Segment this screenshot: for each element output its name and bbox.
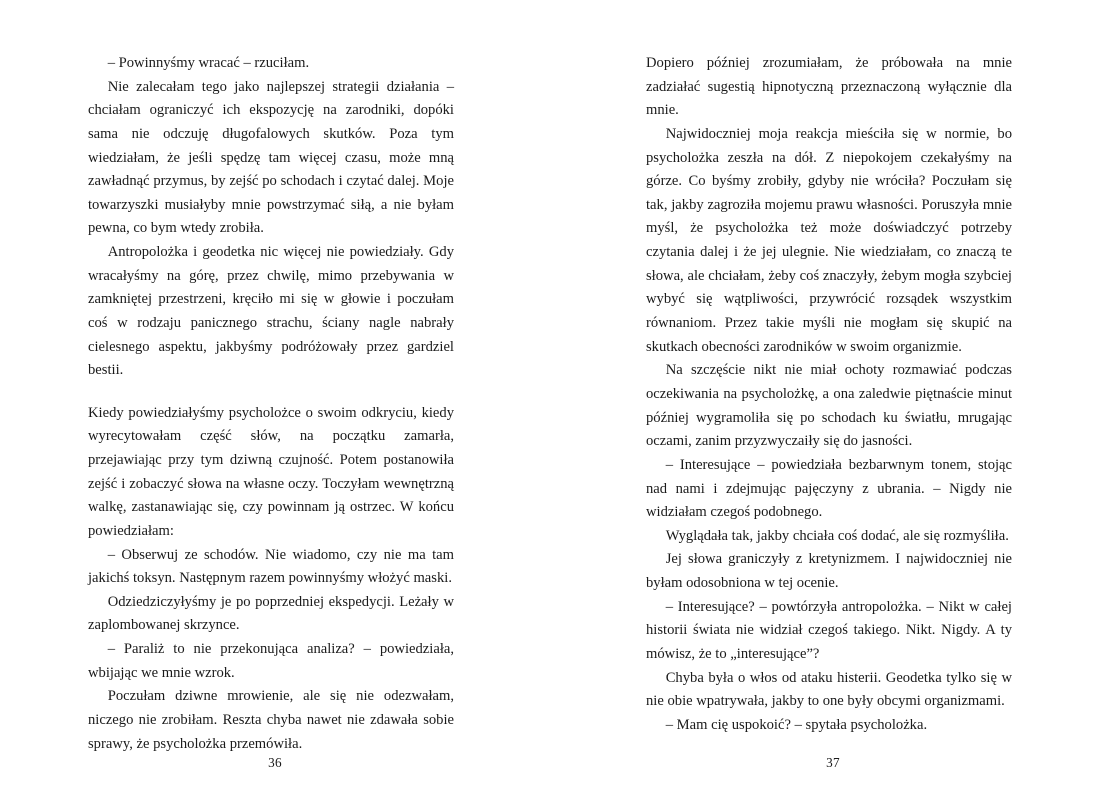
paragraph: – Paraliż to nie przekonująca analiza? – powiedziała, wbijając we mnie wzrok. <box>88 641 454 681</box>
paragraph: Jej słowa graniczyły z kretynizmem. I najwidoczniej nie byłam odosobniona w tej ocenie. <box>646 551 1012 592</box>
paragraph: Chyba była o włos od ataku histerii. Geodetka tylko się w nie obie wpatrywała, jakby to one były obcymi organizmami. <box>646 669 1012 710</box>
paragraph: Odziedziczyłyśmy je po poprzedniej ekspedycji. Leżały w zaplombowanej skrzynce. <box>88 593 454 634</box>
page-left-textblock <box>88 52 454 756</box>
page-number-left: 36 <box>268 755 282 770</box>
paragraph: Nie zalecałam tego jako najlepszej strategii działania – chciałam ograniczyć ich ekspozycję na zarodniki, dopóki sama nie odczuję długofalowych skutków. Poza tym wiedziałam, że jeśli spędzę tam więcej czasu, może mną zawładnąć przymus, by zejść po schodach i czytać dalej. Moje towarzyszki musiałyby mnie powstrzymać siłą, a nie byłam pewna, co bym wtedy zrobiła. <box>88 78 454 237</box>
page-right-textblock <box>646 52 1012 738</box>
page-number-right: 37 <box>826 755 840 770</box>
page-right <box>550 0 1100 805</box>
paragraph: Antropolożka i geodetka nic więcej nie powiedziały. Gdy wracałyśmy na górę, przez chwilę, mimo przebywania w zamkniętej przestrzeni, kręciło mi się w głowie i poczułam coś w rodzaju panicznego strachu, ściany nagle nabrały cielesnego aspektu, jakbyśmy podróżowały przez gardziel bestii. <box>88 244 454 379</box>
paragraph: – Mam cię uspokoić? – spytała psycholożka. <box>665 716 928 733</box>
paragraph: Poczułam dziwne mrowienie, ale się nie odezwałam, niczego nie zrobiłam. Reszta chyba nawet nie zdawała sobie sprawy, że psycholożka przemówiła. <box>88 688 454 752</box>
paragraph: Najwidoczniej moja reakcja mieściła się w normie, bo psycholożka zeszła na dół. Z niepokojem czekałyśmy na górze. Co byśmy zrobiły, gdyby nie wróciła? Poczułam się tak, jakby zagroziła mojemu prawu własności. Poruszyła mnie myśl, że psycholożka też może doświadczyć potrzeby czytania dalej i że jej ulegnie. Nie wiedziałam, co znaczą te słowa, ale chciałam, żeby coś znaczyły, żebym mogła szybciej wybyć się wątpliwości, przywrócić rozsądek wszystkim równaniom. Przez takie myśli nie mogłam się skupić na skutkach obecności zarodników w swoim organizmie. <box>646 125 1012 355</box>
paragraph: – Interesujące – powiedziała bezbarwnym tonem, stojąc nad nami i zdejmując pajęczyny z ubrania. – Nigdy nie widziałam czegoś podobnego. <box>646 456 1012 521</box>
paragraph: Dopiero później zrozumiałam, że próbowała na mnie zadziałać sugestią hipnotyczną przeznaczoną wyłącznie dla mnie. <box>646 55 1012 119</box>
paragraph: Wyglądała tak, jakby chciała coś dodać, ale się rozmyśliła. <box>665 527 1009 544</box>
paragraph: – Obserwuj ze schodów. Nie wiadomo, czy nie ma tam jakichś toksyn. Następnym razem powinnyśmy włożyć maski. <box>88 546 454 587</box>
paragraph: Na szczęście nikt nie miał ochoty rozmawiać podczas oczekiwania na psycholożkę, a ona zaledwie piętnaście minut później wygramoliła się po schodach ku światłu, mrugając oczami, zanim przyzwyczaiły się do jasności. <box>646 362 1012 450</box>
paragraph: – Powinnyśmy wracać – rzuciłam. <box>107 55 310 71</box>
paragraph: – Interesujące? – powtórzyła antropolożka. – Nikt w całej historii świata nie widział czegoś takiego. Nikt. Nigdy. A ty mówisz, że to „interesujące”? <box>646 598 1012 663</box>
paragraph: Kiedy powiedziałyśmy psycholożce o swoim odkryciu, kiedy wyrecytowałam część słów, na początku zamarła, przejawiając przy tym dziwną czujność. Potem postanowiła zejść i zobaczyć słowa na własne oczy. Toczyłam wewnętrzną walkę, zastanawiając się, czy powinnam ją ostrzec. W końcu powiedziałam: <box>88 404 454 539</box>
